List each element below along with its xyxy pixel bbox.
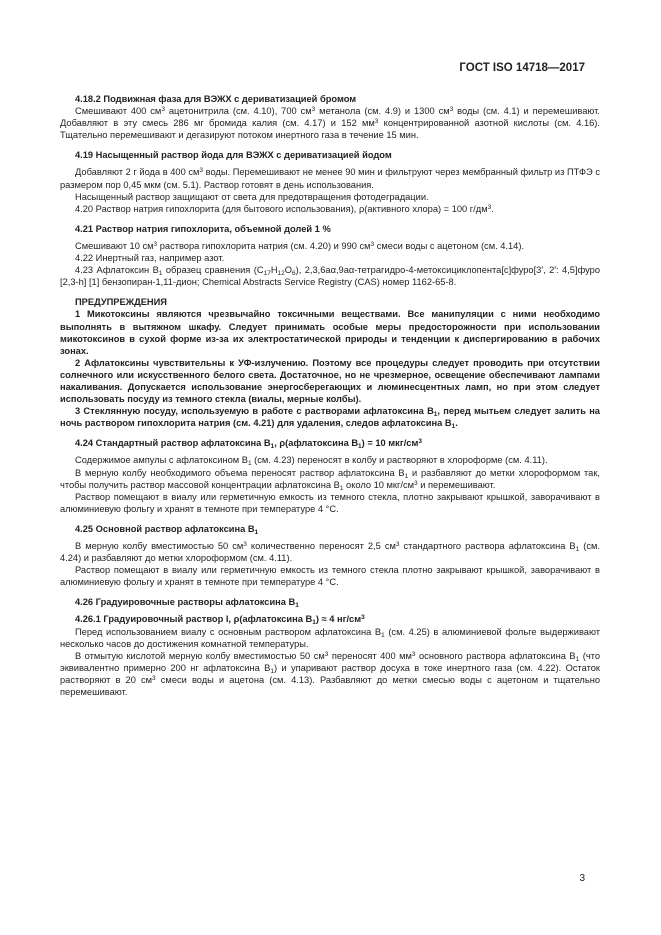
section-4-20-text: 4.20 Раствор натрия гипохлорита (для бытового использования), ρ(активного хлора) = 100 $г/дм^3$.: [75, 203, 494, 214]
section-4-18-2-text: Смешивают 400 $см^3$ ацетонитрила (см. 4.10), 700 $см^3$ метанола (см. 4.9) и 1300 $см^3$ воды (см. 4.1) и перемешивают. Добавляют в эту смесь 286 мг бромида калия (см. 4.17) и 152 $мм^3$ концентрированной азотной кислоты (см. 4.16). Тщательно перемешивают и дегазируют потоком инертного газа в течение 15 мин.: [60, 106, 600, 141]
section-4-19-note: Насыщенный раствор защищают от света для предотвращения фотодеградации.: [75, 191, 429, 202]
standard-header: ГОСТ ISO 14718—2017: [459, 62, 585, 74]
section-4-26-1-text-1: Перед использованием виалу с основным раствором афлатоксина $В_1$ (см. 4.25) в алюминиевой фольге выдерживают несколько часов до достижения комнатной температуры.: [60, 626, 600, 649]
section-4-26-title: 4.26 Градуировочные растворы афлатоксина $В_1$: [75, 597, 299, 610]
section-4-23-text: 4.23 Афлатоксин $В_1$ образец сравнения $(C_{17}H_{12}O_6)$, 2,3,6аα,9аα-тетрагидро-4-метоксициклопента[c]фуро[3′, 2′: 4,5]фуро [2,3-h] [1] бензопиран-1,11-дион; Chemical Abstracts Service Registry (CAS) номер 1162-65-8.: [60, 265, 600, 288]
section-4-21-text: Смешивают 10 $см^3$ раствора гипохлорита натрия (см. 4.20) и 990 $см^3$ смеси воды с ацетоном (см. 4.14).: [75, 240, 525, 251]
warning-2: 2 Афлатоксины чувствительны к УФ-излучению. Поэтому все процедуры следует проводить при отсутствии солнечного или искусственного белого света. Достаточное, но не чрезмерное, освещение обеспечивают лампами накаливания. Допускается использование энергосберегающих и люминесцентных ламп, но при этом следует использовать посуду из темного стекла (виалы, мерные колбы).: [60, 357, 600, 405]
section-4-24-text-3: Раствор помещают в виалу или герметичную емкость из темного стекла, плотно закрывают крышкой, заворачивают в алюминиевую фольгу и хранят в темноте при температуре 4 °С.: [60, 491, 600, 514]
section-4-24-title: 4.24 Стандартный раствор афлатоксина $В_1$, ρ(афлатоксина $В_1) = 10$ мкг/$см^3$: [75, 438, 422, 451]
page-number: 3: [579, 873, 585, 884]
section-4-19-text: Добавляют 2 г йода в 400 $см^3$ воды. Перемешивают не менее 90 мин и фильтруют через мембранный фильтр из ПТФЭ с размером пор 0,45 мкм (см. 5.1). Раствор готовят в день использования.: [60, 167, 600, 190]
section-4-26-1-title: 4.26.1 Градуировочный раствор I, ρ(афлатоксина $В_1) \approx 4$ $нг/см^3$: [75, 614, 365, 627]
section-4-21-title: 4.21 Раствор натрия гипохлорита, объемной долей 1 %: [75, 223, 331, 234]
section-4-18-2-title: 4.18.2 Подвижная фаза для ВЭЖХ с дериватизацией бромом: [75, 94, 357, 104]
section-4-24-text-2: В мерную колбу необходимого объема переносят раствор афлатоксина $В_1$ и разбавляют до метки хлороформом так, чтобы получить раствор массовой концентрации афлатоксина $В_1$ около 10 мкг/$см^3$ и перемешивают.: [60, 467, 601, 492]
warnings-title: ПРЕДУПРЕЖДЕНИЯ: [75, 297, 167, 308]
section-4-22-text: 4.22 Инертный газ, например азот.: [75, 253, 225, 264]
page-body: [60, 93, 600, 698]
warning-1: 1 Микотоксины являются чрезвычайно токсичными веществами. Все манипуляции с ними необходимо выполнять в вытяжном шкафу. Следует принимать особые меры предосторожности при использовании микотоксинов в сухой форме из-за их электростатической природы и тенденции к диспергированию в рабочих зонах.: [60, 309, 600, 356]
warning-3: 3 Стеклянную посуду, используемую в работе с растворами афлатоксина $В_1$, перед мытьем следует залить на ночь раствором гипохлорита натрия (см. 4.21) для удаления, следов афлатоксина $В_1$.: [60, 406, 600, 431]
section-4-19-title: 4.19 Насыщенный раствор йода для ВЭЖХ с дериватизацией йодом: [75, 150, 392, 161]
section-4-25-title: 4.25 Основной раствор афлатоксина $В_1$: [75, 523, 259, 536]
section-4-25-text-1: В мерную колбу вместимостью 50 $см^3$ количественно переносят 2,5 $см^3$ стандартного раствора афлатоксина $В_1$ (см. 4.24) и разбавляют до метки хлороформом (см. 4.11).: [60, 541, 600, 564]
section-4-26-1-text-2: В отмытую кислотой мерную колбу вместимостью 50 $см^3$ переносят 400 $мм^3$ основного раствора афлатоксина $В_1$ (что эквивалентно примерно 200 нг афлатоксина $В_1$) и упаривают раствор досуха в токе инертного газа (см. 4.22). Остаток растворяют в 20 $см^3$ смеси воды и ацетона (см. 4.13). Разбавляют до метки смесью воды с ацетоном и тщательно перемешивают.: [60, 650, 601, 698]
section-4-25-text-2: Раствор помещают в виалу или герметичную емкость из темного стекла плотно закрывают крышкой, заворачивают в алюминиевую фольгу и хранят в темноте при температуре 4 °С.: [60, 565, 600, 588]
section-4-24-text-1: Содержимое ампулы с афлатоксином $В_1$ (см. 4.23) переносят в колбу и растворяют в хлороформе (см. 4.11).: [75, 455, 548, 468]
